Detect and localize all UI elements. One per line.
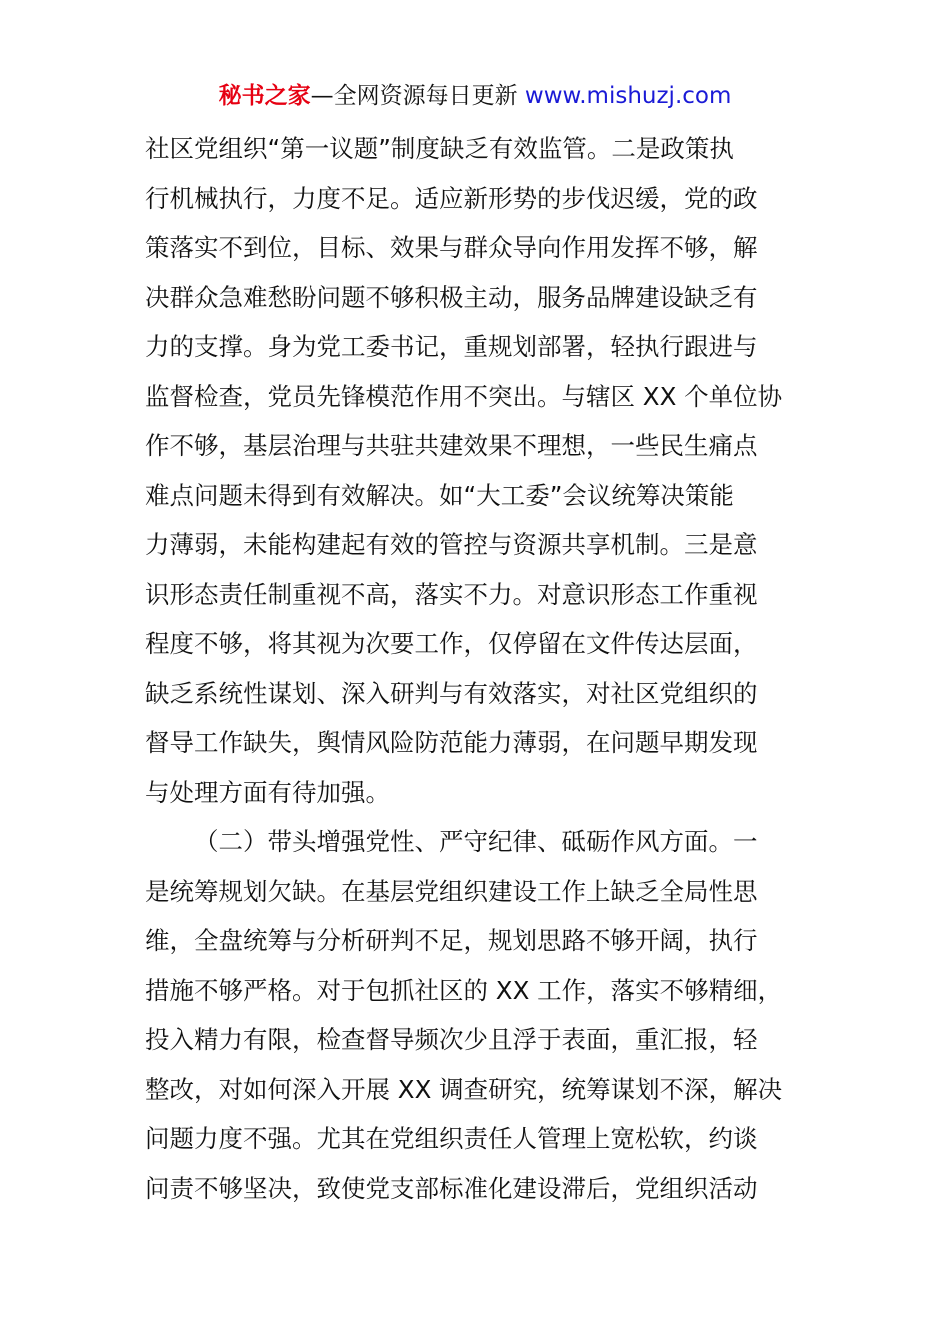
site-tagline: —全网资源每日更新 (310, 83, 525, 109)
section-heading-line: （二）带头增强党性、严守纪律、砥砺作风方面。一 (194, 827, 758, 856)
text-line: 识形态责任制重视不高，落实不力。对意识形态工作重视 (145, 579, 758, 609)
text-line: 社区党组织“第一议题”制度缺乏有效监管。二是政策执 (145, 134, 734, 163)
text-line: 决群众急难愁盼问题不够积极主动，服务品牌建设缺乏有 (145, 282, 758, 312)
text-line: 难点问题未得到有效解决。如“大工委”会议统筹决策能 (145, 480, 734, 510)
document-body (145, 124, 815, 1213)
site-url-link[interactable]: www.mishuzj.com (524, 83, 732, 109)
text-line: 措施不够严格。对于包抓社区的 XX 工作，落实不够精细， (145, 975, 783, 1005)
text-line: 整改，对如何深入开展 XX 调查研究，统筹谋划不深，解决 (145, 1074, 783, 1104)
text-line: 是统筹规划欠缺。在基层党组织建设工作上缺乏全局性思 (145, 876, 758, 906)
text-line: 维，全盘统筹与分析研判不足，规划思路不够开阔，执行 (145, 926, 758, 955)
site-brand: 秘书之家 (218, 83, 311, 109)
site-header (0, 80, 950, 112)
text-line: 缺乏系统性谋划、深入研判与有效落实，对社区党组织的 (145, 678, 758, 708)
text-line: 监督检查，党员先锋模范作用不突出。与辖区 XX 个单位协 (145, 381, 783, 411)
text-line: 程度不够，将其视为次要工作，仅停留在文件传达层面， (145, 629, 758, 658)
text-line: 作不够，基层治理与共驻共建效果不理想，一些民生痛点 (145, 431, 758, 460)
text-line: 投入精力有限，检查督导频次少且浮于表面，重汇报，轻 (145, 1025, 758, 1054)
text-line: 问题力度不强。尤其在党组织责任人管理上宽松软，约谈 (145, 1124, 758, 1153)
text-line: 策落实不到位，目标、效果与群众导向作用发挥不够，解 (145, 233, 758, 262)
text-line: 力的支撑。身为党工委书记，重规划部署，轻执行跟进与 (145, 332, 758, 361)
text-line: 力薄弱，未能构建起有效的管控与资源共享机制。三是意 (145, 530, 758, 559)
text-line: 与处理方面有待加强。 (145, 777, 390, 807)
text-line: 问责不够坚决，致使党支部标准化建设滞后，党组织活动 (145, 1173, 758, 1203)
text-line: 督导工作缺失，舆情风险防范能力薄弱，在问题早期发现 (145, 728, 758, 757)
text-line: 行机械执行，力度不足。适应新形势的步伐迟缓，党的政 (145, 183, 758, 213)
